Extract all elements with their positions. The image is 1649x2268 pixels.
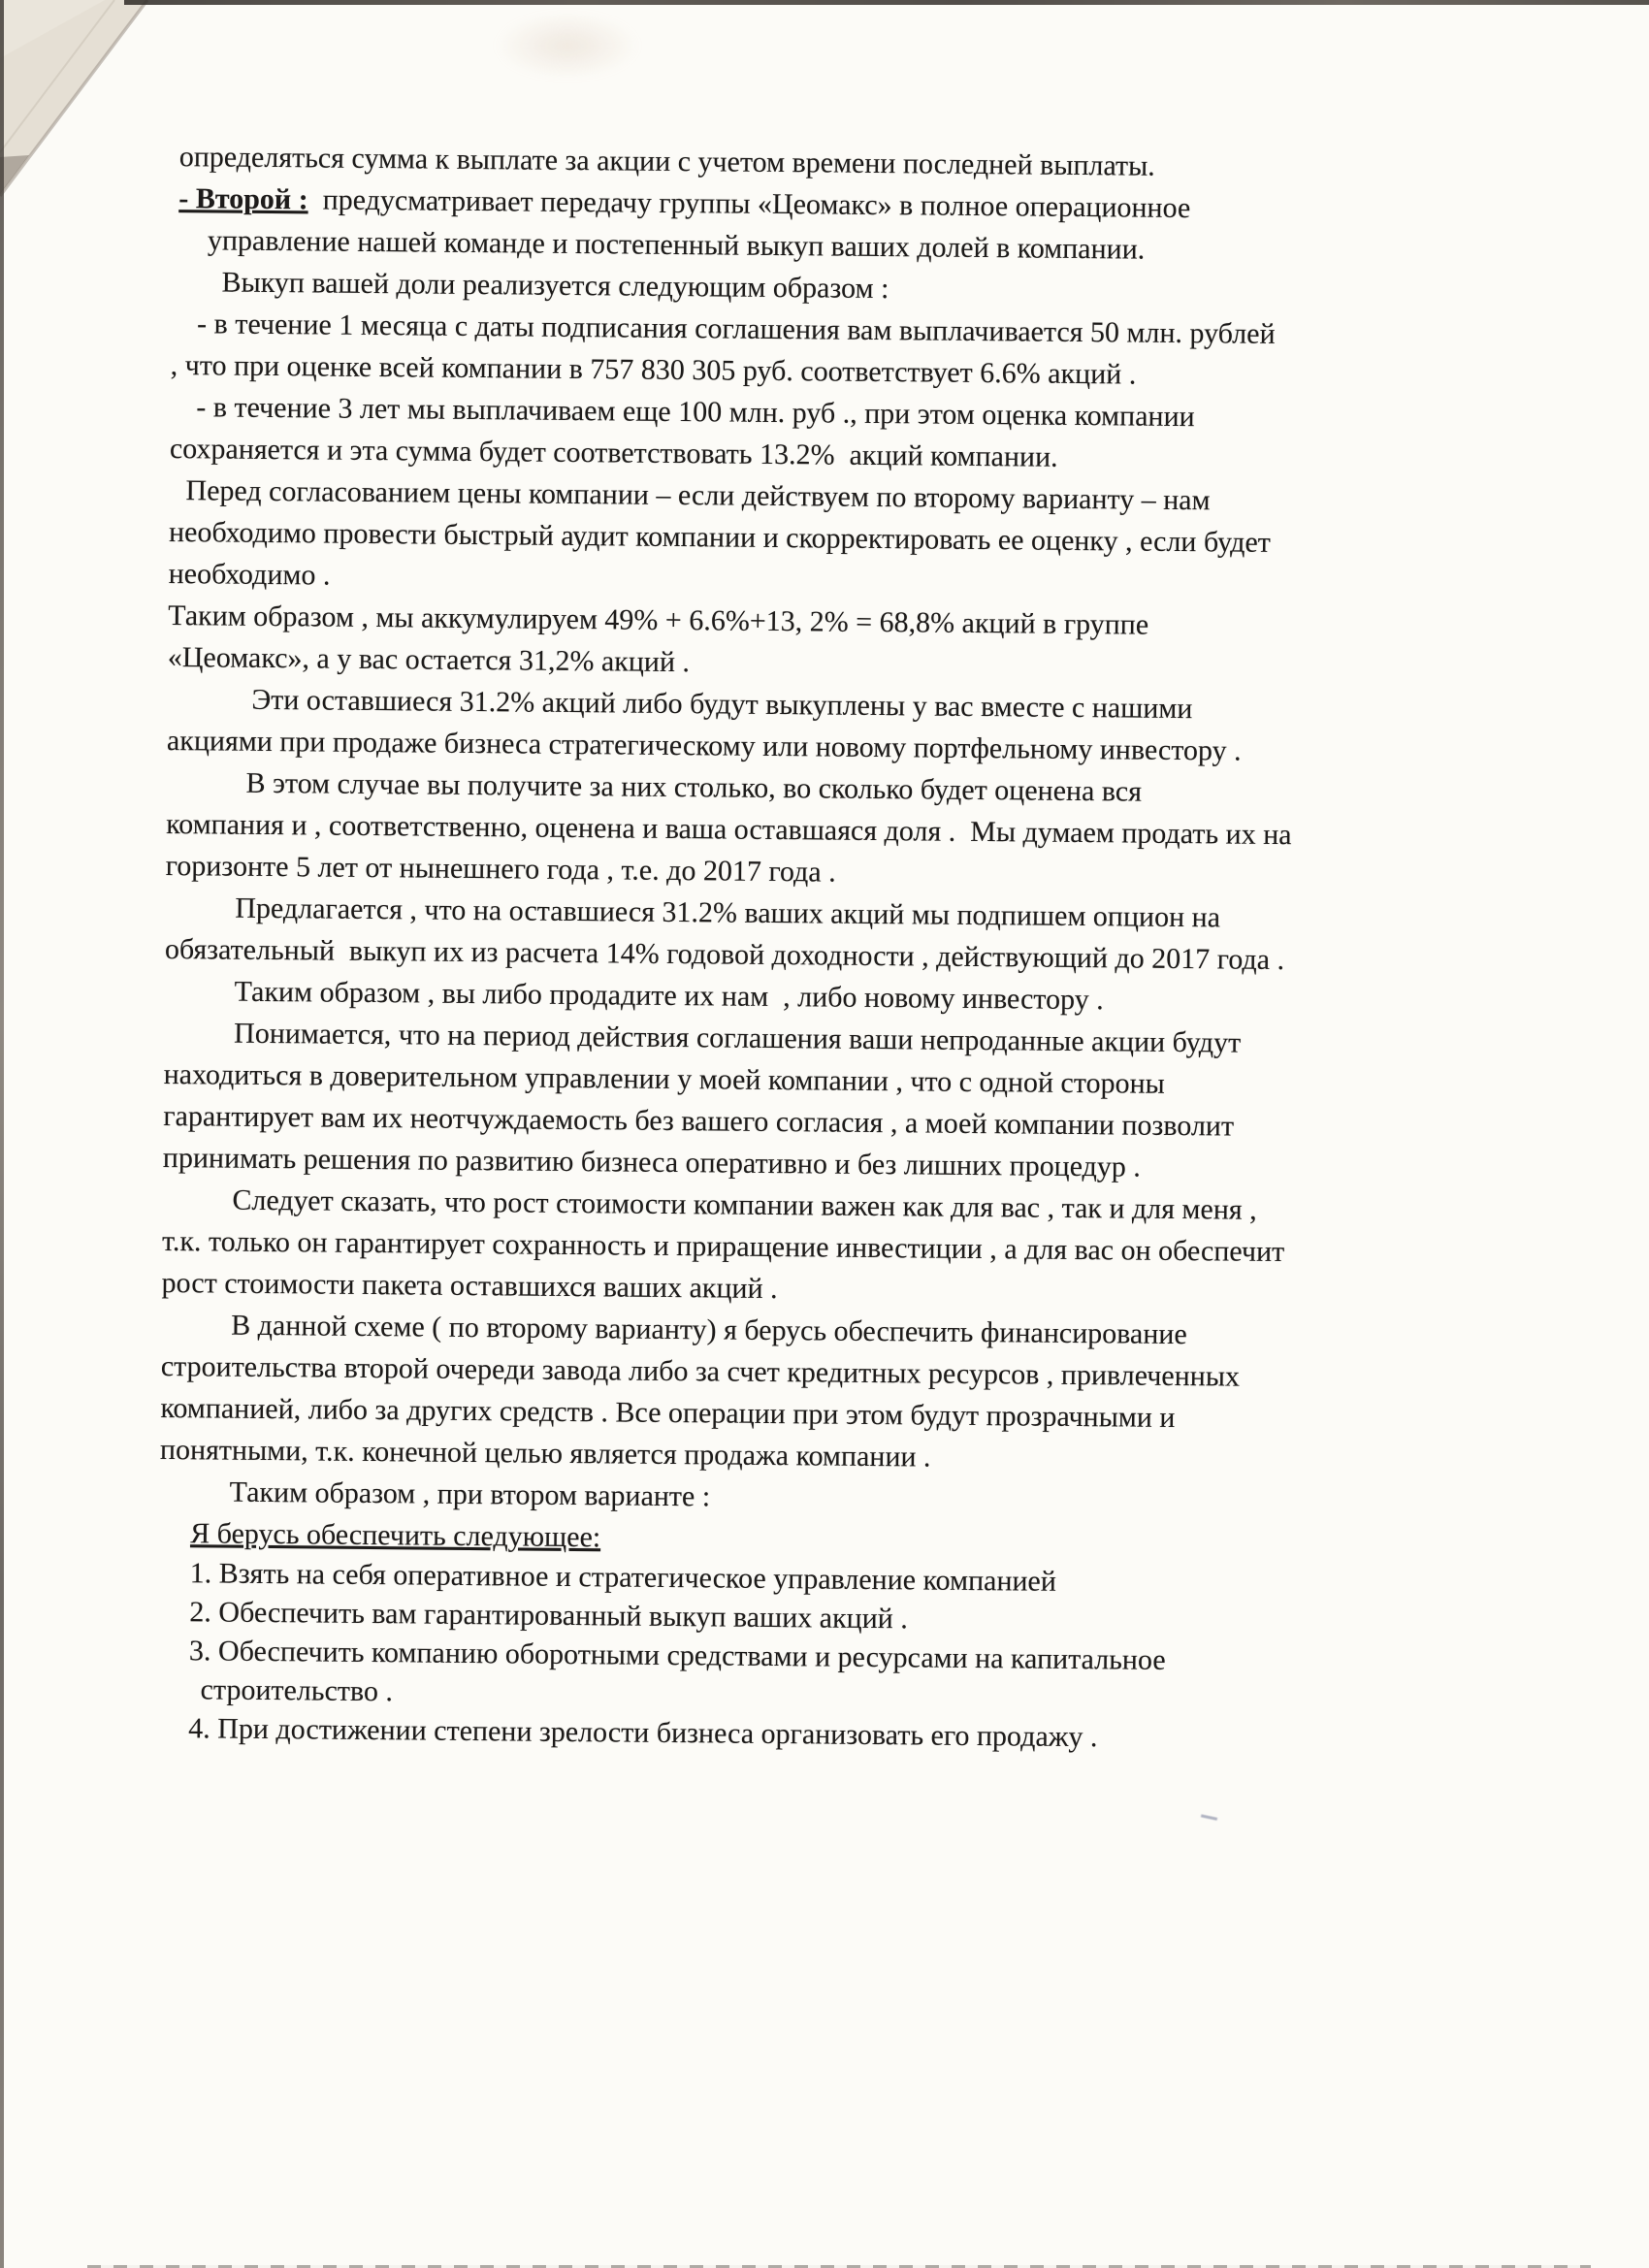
text-line: Перед согласованием цены компании – если действуем по второму варианту – нам (185, 474, 1211, 517)
scan-left-edge (0, 0, 4, 2268)
text-line: обязательный выкуп их из расчета 14% годовой доходности , действующий до 2017 года . (164, 932, 1285, 977)
text-line: Понимается, что на период действия соглашения ваши непроданные акции будут (233, 1017, 1242, 1059)
paragraph-trust-management (163, 1012, 1523, 1191)
text-line: «Цеомакс», а у вас остается 31,2% акций . (167, 640, 691, 679)
text-line: Таким образом , мы аккумулируем 49% + 6.6%+13, 2% = 68,8% акций в группе (168, 599, 1149, 641)
text-line: находиться в доверительном управлении у моей компании , что с одной стороны (163, 1057, 1165, 1100)
text-line: необходимо провести быстрый аудит компании и скорректировать ее оценку , если будет (168, 515, 1272, 559)
text-line: , что при оценке всей компании в 757 830 305 руб. соответствует 6.6% акций . (170, 348, 1137, 391)
text-run: предусматривает передачу группы «Цеомакс» в полное операционное (307, 183, 1191, 225)
text-line: понятными, т.к. конечной целью является продажа компании . (159, 1433, 931, 1474)
scan-corner-fold (0, 0, 165, 209)
list-item: 4. При достижении степени зрелости бизнеса организовать его продажу . (188, 1712, 1098, 1754)
pencil-mark-artifact (1201, 1814, 1217, 1820)
document-body (157, 136, 1531, 1761)
paragraph-audit (168, 470, 1527, 607)
paragraph-three-year-payment (170, 386, 1529, 482)
text-line: - в течение 1 месяца с даты подписания соглашения вам выплачивается 50 млн. рублей (196, 308, 1276, 350)
commitments-list (157, 1554, 1517, 1761)
paragraph-remaining-shares (164, 678, 1525, 1024)
paragraph-variant-two (172, 178, 1531, 274)
text-line: т.к. только он гарантирует сохранность и приращение инвестиции , а для вас он обеспечит (161, 1224, 1285, 1269)
text-line: Выкуп вашей доли реализуется следующим образом : (221, 266, 889, 306)
list-item: 3. Обеспечить компанию оборотными средствами и ресурсами на капитальное (188, 1635, 1166, 1676)
paragraph-value-growth (160, 1179, 1521, 1483)
text-line: управление нашей команде и постепенный выкуп ваших долей в компании. (207, 224, 1146, 266)
text-line: В этом случае вы получите за них столько, во сколько будет оценена вся (245, 766, 1143, 808)
text-line: необходимо . (168, 557, 331, 592)
list-item: 1. Взять на себя оперативное и стратегическое управление компанией (189, 1557, 1057, 1598)
text-line: акциями при продаже бизнеса стратегическому или новому портфельному инвестору . (166, 724, 1242, 767)
scan-smudge-artifact (495, 12, 640, 80)
text-line: рост стоимости пакета оставшихся ваших акций . (161, 1266, 778, 1306)
text-line: Предлагается , что на оставшиеся 31.2% ваших акций мы подпишем опцион на (235, 891, 1221, 934)
variant-two-heading: - Второй : (178, 182, 308, 216)
text-line: сохраняется и эта сумма будет соответствовать 13.2% акций компании. (169, 432, 1058, 473)
text-line: Эти оставшиеся 31.2% акций либо будут выкуплены у вас вместе с нашими (251, 683, 1193, 726)
list-item: 2. Обеспечить вам гарантированный выкуп ваших акций . (189, 1596, 908, 1636)
text-line: - в течение 3 лет мы выплачиваем еще 100 млн. руб ., при этом оценка компании (196, 391, 1195, 434)
text-line: компания и , соответственно, оценена и ваша оставшаяся доля . Мы думаем продать их на (166, 807, 1292, 852)
text-line: гарантирует вам их неотчуждаемость без вашего согласия , а моей компании позволит (163, 1099, 1235, 1143)
commitments-heading: Я берусь обеспечить следующее: (190, 1517, 601, 1554)
text-line: Таким образом , вы либо продадите их нам , либо новому инвестору . (234, 975, 1104, 1017)
text-line: горизонте 5 лет от нынешнего года , т.е. до 2017 года . (165, 849, 836, 889)
text-line: строительства второй очереди завода либо за счет кредитных ресурсов , привлеченных (160, 1349, 1241, 1393)
paragraph-accumulation (168, 595, 1527, 691)
scan-top-edge (124, 0, 1649, 5)
text-line: определяться сумма к выплате за акции с учетом времени последней выплаты. (178, 141, 1155, 182)
text-line: Таким образом , при втором варианте : (229, 1475, 711, 1513)
text-line: компанией, либо за других средств . Все операции при этом будут прозрачными и (160, 1391, 1176, 1434)
text-line: принимать решения по развитию бизнеса оперативно и без лишних процедур . (162, 1141, 1142, 1183)
paragraph-first-month-payment (171, 303, 1530, 399)
text-line: Следует сказать, что рост стоимости компании важен как для вас , так и для меня , (232, 1183, 1257, 1226)
list-item-continuation: строительство . (200, 1673, 394, 1708)
corner-fold-shadow (0, 155, 29, 194)
text-line: В данной схеме ( по второму варианту) я берусь обеспечить финансирование (231, 1309, 1187, 1351)
